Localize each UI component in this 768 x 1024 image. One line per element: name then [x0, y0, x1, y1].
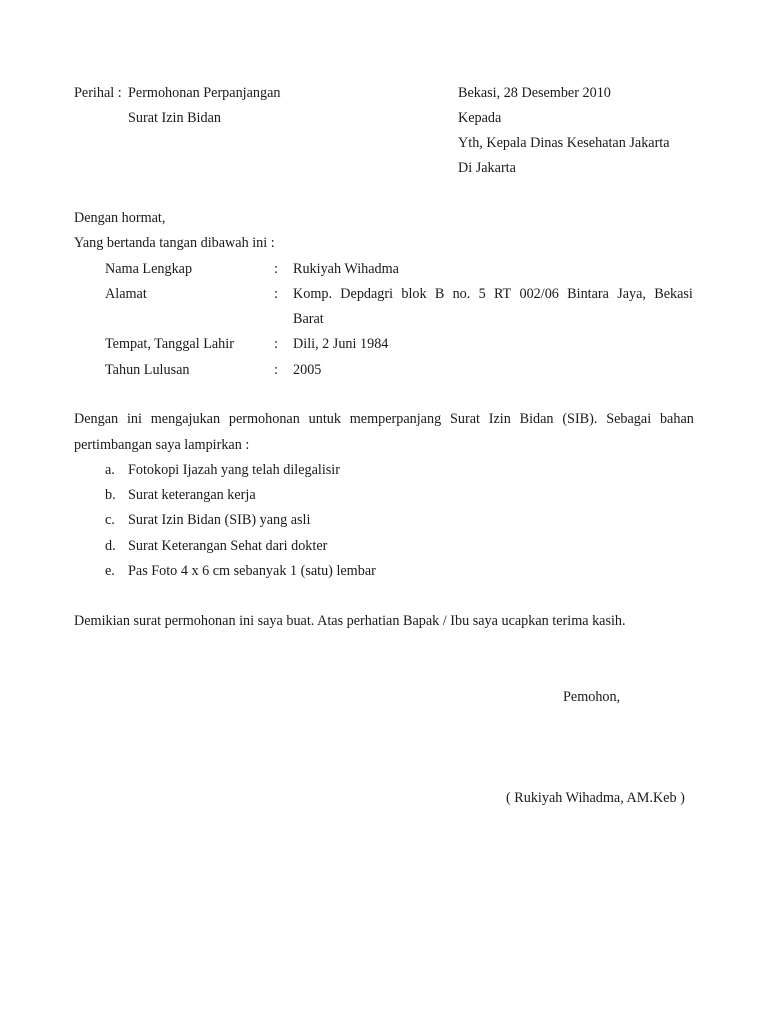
word: RT	[493, 286, 512, 302]
attachment-marker: d.	[105, 538, 116, 554]
identity-separator: :	[274, 286, 278, 302]
intro-text: Yang bertanda tangan dibawah ini :	[74, 235, 275, 251]
attachment-item: Surat keterangan kerja	[128, 487, 256, 503]
word: untuk	[308, 411, 341, 427]
word: ini	[126, 411, 142, 427]
identity-label-birth: Tempat, Tanggal Lahir	[105, 336, 234, 352]
word: bahan	[659, 411, 694, 427]
identity-separator: :	[274, 261, 278, 277]
word: Surat	[449, 411, 480, 427]
word: Bidan	[519, 411, 554, 427]
word: no.	[452, 286, 471, 302]
place-date: Bekasi, 28 Desember 2010	[458, 85, 611, 101]
word: Dengan	[74, 411, 119, 427]
word: (SIB).	[562, 411, 598, 427]
word: 5	[478, 286, 486, 302]
recipient-location: Di Jakarta	[458, 160, 516, 176]
word: memperpanjang	[349, 411, 442, 427]
recipient: Yth, Kepala Dinas Kesehatan Jakarta	[458, 135, 670, 151]
word: Bekasi	[654, 286, 693, 302]
attachment-marker: a.	[105, 462, 115, 478]
word: permohonan	[228, 411, 300, 427]
identity-label-address: Alamat	[105, 286, 147, 302]
word: Jaya,	[617, 286, 646, 302]
perihal-line-1: Permohonan Perpanjangan	[128, 85, 281, 101]
body-paragraph-line-1	[74, 410, 694, 428]
attachment-item: Fotokopi Ijazah yang telah dilegalisir	[128, 462, 340, 478]
attachment-marker: e.	[105, 563, 115, 579]
word: Komp.	[293, 286, 333, 302]
signature-name: ( Rukiyah Wihadma, AM.Keb )	[506, 790, 685, 806]
word: blok	[401, 286, 427, 302]
word: mengajukan	[150, 411, 221, 427]
identity-separator: :	[274, 336, 278, 352]
greeting: Dengan hormat,	[74, 210, 166, 226]
word: Izin	[488, 411, 511, 427]
identity-value-address	[293, 285, 693, 303]
closing-sentence: Demikian surat permohonan ini saya buat. Atas perhatian Bapak / Ibu saya ucapkan terima kasih.	[74, 613, 626, 629]
word: B	[434, 286, 445, 302]
identity-value-name: Rukiyah Wihadma	[293, 261, 399, 277]
identity-separator: :	[274, 362, 278, 378]
identity-value-address-cont: Barat	[293, 311, 324, 327]
perihal-line-2: Surat Izin Bidan	[128, 110, 221, 126]
body-paragraph-line-2: pertimbangan saya lampirkan :	[74, 437, 250, 453]
kepada-label: Kepada	[458, 110, 502, 126]
word: Sebagai	[606, 411, 652, 427]
signature-role: Pemohon,	[563, 689, 621, 705]
attachment-marker: b.	[105, 487, 116, 503]
attachment-marker: c.	[105, 512, 115, 528]
identity-label-name: Nama Lengkap	[105, 261, 193, 277]
attachment-item: Surat Izin Bidan (SIB) yang asli	[128, 512, 311, 528]
attachment-item: Pas Foto 4 x 6 cm sebanyak 1 (satu) lembar	[128, 563, 376, 579]
word: Bintara	[567, 286, 609, 302]
identity-value-graduation: 2005	[293, 362, 322, 378]
perihal-label: Perihal :	[74, 85, 122, 101]
word: 002/06	[519, 286, 559, 302]
word: Depdagri	[340, 286, 394, 302]
attachment-item: Surat Keterangan Sehat dari dokter	[128, 538, 328, 554]
identity-label-graduation: Tahun Lulusan	[105, 362, 190, 378]
identity-value-birth: Dili, 2 Juni 1984	[293, 336, 389, 352]
